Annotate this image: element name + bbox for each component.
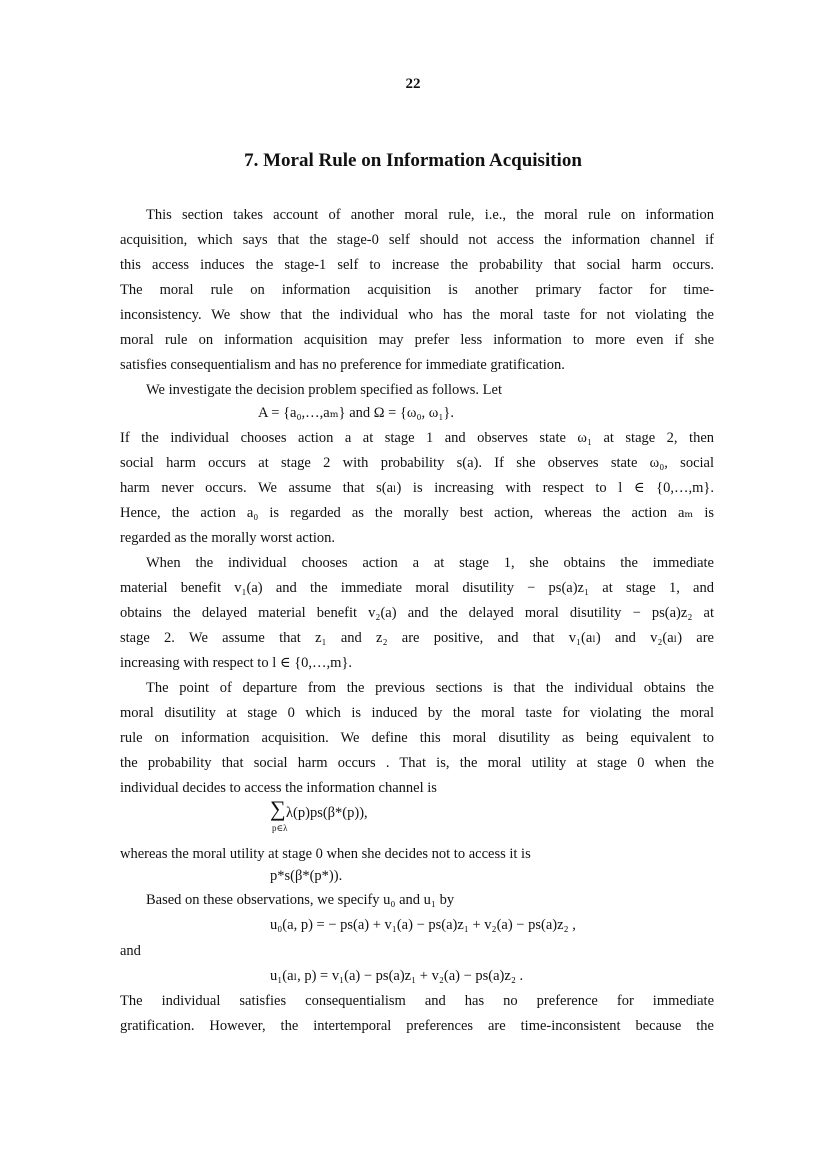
paragraph-line: moral rule on information acquisition may prefer less information to more even if she <box>120 332 714 348</box>
paragraph-line: Hence, the action a₀ is regarded as the morally best action, whereas the action aₘ is <box>120 505 714 521</box>
paragraph-line: acquisition, which says that the stage-0 self should not access the information channel if <box>120 232 714 248</box>
equation: p*s(β*(p*)). <box>270 868 343 884</box>
paragraph-line: inconsistency. We show that the individual who has the moral taste for not violating the <box>120 307 714 323</box>
section-title: 7. Moral Rule on Information Acquisition <box>244 150 582 171</box>
paragraph-line: Based on these observations, we specify u₀ and u₁ by <box>146 892 455 908</box>
equation-sum-body: λ(p)ps(β*(p)), <box>286 805 368 821</box>
paragraph-line: This section takes account of another moral rule, i.e., the moral rule on information <box>146 207 714 223</box>
paragraph-line: harm never occurs. We assume that s(aₗ) is increasing with respect to l ∈ {0,…,m}. <box>120 480 714 496</box>
paragraph-line: obtains the delayed material benefit v₂(a) and the delayed moral disutility − ps(a)z₂ at <box>120 605 714 621</box>
paragraph-line: moral disutility at stage 0 which is induced by the moral taste for violating the moral <box>120 705 714 721</box>
paragraph-line: When the individual chooses action a at stage 1, she obtains the immediate <box>146 555 714 571</box>
paragraph-line: regarded as the morally worst action. <box>120 530 336 546</box>
paragraph-line: stage 2. We assume that z₁ and z₂ are positive, and that v₁(aₗ) and v₂(aₗ) are <box>120 630 714 646</box>
paragraph-line: this access induces the stage-1 self to increase the probability that social harm occurs. <box>120 257 714 273</box>
paragraph-line: rule on information acquisition. We define this moral disutility as being equivalent to <box>120 730 714 746</box>
paragraph-line: social harm occurs at stage 2 with probability s(a). If she observes state ω₀, social <box>120 455 714 471</box>
equation-u1: u₁(aₗ, p) = v₁(a) − ps(a)z₁ + v₂(a) − ps(a)z₂ . <box>270 968 524 984</box>
paragraph-line: increasing with respect to l ∈ {0,…,m}. <box>120 655 353 671</box>
equation-sum-symbol: ∑ <box>270 796 286 821</box>
paragraph-line: material benefit v₁(a) and the immediate moral disutility − ps(a)z₁ at stage 1, and <box>120 580 714 596</box>
paragraph-line: The moral rule on information acquisition is another primary factor for time- <box>120 282 714 298</box>
paragraph-line: whereas the moral utility at stage 0 when she decides not to access it is <box>120 846 531 862</box>
paragraph-line: We investigate the decision problem specified as follows. Let <box>146 382 502 398</box>
paragraph-line: The point of departure from the previous sections is that the individual obtains the <box>146 680 714 696</box>
equation-sets: A = {a₀,…,aₘ} and Ω = {ω₀, ω₁}. <box>258 405 454 421</box>
equation-u0: u₀(a, p) = − ps(a) + v₁(a) − ps(a)z₁ + v₂(a) − ps(a)z₂ , <box>270 917 576 933</box>
paragraph-line: individual decides to access the information channel is <box>120 780 437 796</box>
equation-sum-subscript: p∈λ <box>272 823 288 833</box>
paragraph-line: satisfies consequentialism and has no preference for immediate gratification. <box>120 357 565 373</box>
page-number: 22 <box>405 76 421 92</box>
paragraph-line: gratification. However, the intertemporal preferences are time-inconsistent because the <box>120 1018 714 1034</box>
paragraph-line: If the individual chooses action a at stage 1 and observes state ω₁ at stage 2, then <box>120 430 714 446</box>
paragraph-line: and <box>120 943 141 959</box>
paragraph-line: The individual satisfies consequentialism and has no preference for immediate <box>120 993 714 1009</box>
paragraph-line: the probability that social harm occurs . That is, the moral utility at stage 0 when the <box>120 755 714 771</box>
